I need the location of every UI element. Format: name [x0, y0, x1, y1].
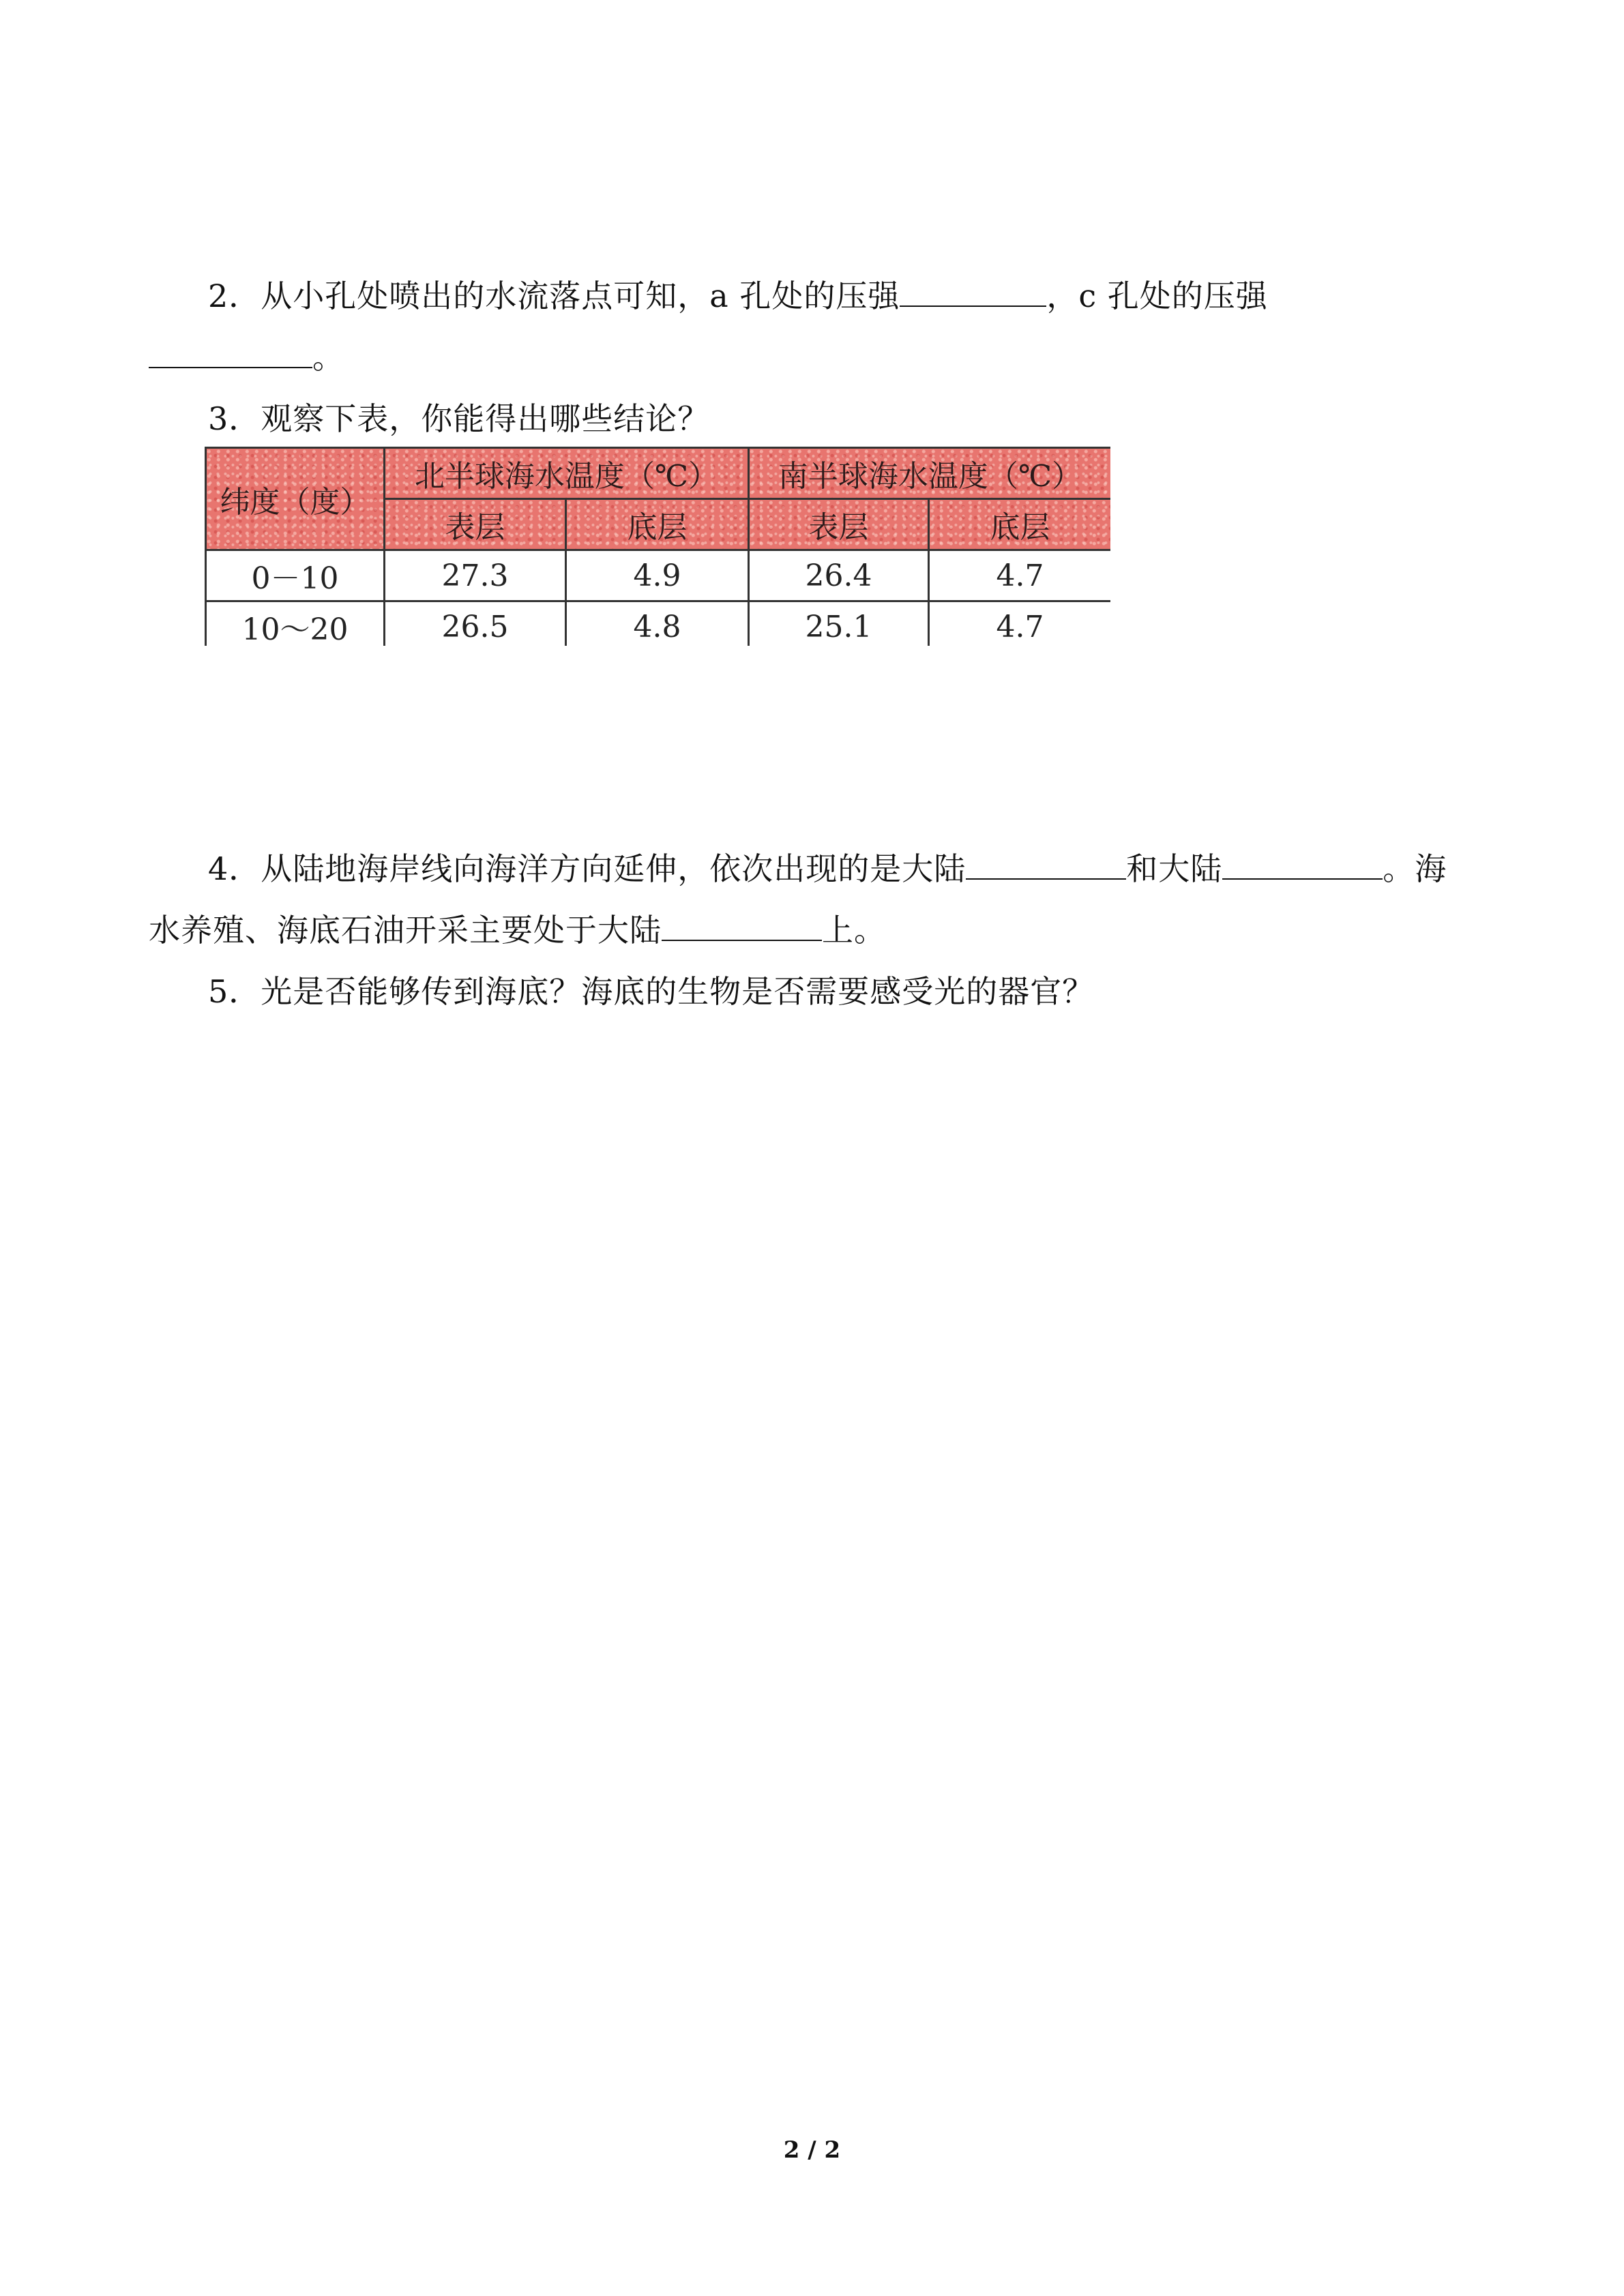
sea-temperature-table — [205, 447, 1110, 646]
page-number: 2 / 2 — [783, 2136, 841, 2164]
question-4-text-d: 水养殖、海底石油开采主要处于大陆 — [149, 912, 662, 949]
question-4-line-2 — [149, 910, 886, 951]
table-cell-latitude: 10～20 — [206, 601, 385, 646]
question-4-blank-b[interactable] — [1222, 851, 1383, 880]
question-5: 5．光是否能够传到海底？海底的生物是否需要感受光的器官？ — [208, 973, 1095, 1010]
north-hemisphere-header: 北半球海水温度（℃） — [385, 448, 749, 499]
question-2-text-b: ，c 孔处的压强 — [1046, 278, 1268, 314]
question-2-text-a: 2．从小孔处喷出的水流落点可知，a 孔处的压强 — [208, 278, 900, 314]
question-4-text-e: 上。 — [822, 912, 886, 949]
table-cell: 26.5 — [385, 601, 566, 646]
sea-temperature-table-image — [205, 447, 1110, 646]
question-2-blank-c[interactable] — [149, 340, 312, 368]
question-3: 3．观察下表，你能得出哪些结论？ — [208, 400, 710, 437]
question-4-text-a: 4．从陆地海岸线向海洋方向延伸，依次出现的是大陆 — [208, 850, 966, 887]
question-2-line-1 — [208, 275, 1268, 316]
table-cell: 4.7 — [929, 550, 1110, 601]
table-cell: 4.7 — [929, 601, 1110, 646]
question-4-blank-a[interactable] — [966, 851, 1126, 880]
table-cell: 27.3 — [385, 550, 566, 601]
question-4-blank-c[interactable] — [662, 912, 822, 941]
sub-header-north-bottom: 底层 — [566, 499, 749, 550]
question-4-text-b: 和大陆 — [1126, 850, 1223, 887]
table-row — [206, 550, 1111, 601]
question-2-period: 。 — [312, 339, 344, 376]
table-cell-latitude: 0－10 — [206, 550, 385, 601]
question-2-blank-a[interactable] — [900, 278, 1046, 307]
table-cell: 4.8 — [566, 601, 749, 646]
question-2-line-2 — [149, 337, 344, 378]
sub-header-south-bottom: 底层 — [929, 499, 1110, 550]
table-corner-header: 纬度（度） — [206, 448, 385, 550]
south-hemisphere-header: 南半球海水温度（℃） — [749, 448, 1110, 499]
table-cell: 4.9 — [566, 550, 749, 601]
table-row — [206, 601, 1111, 646]
table-cell: 25.1 — [749, 601, 929, 646]
sub-header-south-surface: 表层 — [749, 499, 929, 550]
question-4-line-1 — [208, 848, 1447, 889]
sub-header-north-surface: 表层 — [385, 499, 566, 550]
question-4-text-c: 。海 — [1383, 850, 1447, 887]
table-cell: 26.4 — [749, 550, 929, 601]
